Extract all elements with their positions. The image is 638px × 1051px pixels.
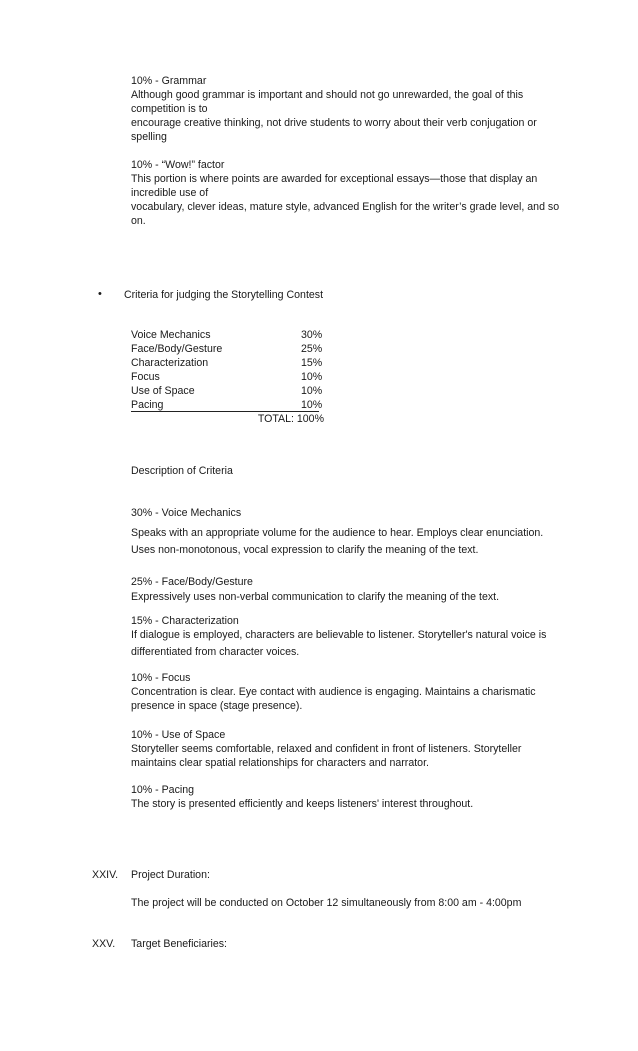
wow-text-line: vocabulary, clever ideas, mature style, advanced English for the writer’s grade level, and so bbox=[131, 201, 560, 213]
table-row bbox=[131, 398, 323, 412]
table-row bbox=[131, 342, 331, 356]
description-text-line: presence in space (stage presence). bbox=[131, 700, 303, 712]
table-row bbox=[131, 384, 331, 398]
description-focus bbox=[131, 671, 571, 713]
criteria-total: TOTAL: 100% bbox=[257, 413, 324, 425]
grammar-text-line: spelling bbox=[131, 131, 167, 143]
description-heading: Description of Criteria bbox=[131, 465, 233, 477]
bullet-icon: • bbox=[98, 288, 102, 300]
description-heading-line: 10% - Focus bbox=[131, 672, 191, 684]
description-text-line: Concentration is clear. Eye contact with audience is engaging. Maintains a charismatic bbox=[131, 686, 536, 698]
description-text-line: Storyteller seems comfortable, relaxed and confident in front of listeners. Storyteller bbox=[131, 743, 522, 755]
criterion-percent: 15% bbox=[301, 357, 323, 369]
description-text-line: Uses non-monotonous, vocal expression to clarify the meaning of the text. bbox=[131, 544, 479, 556]
criterion-percent: 10% bbox=[301, 399, 323, 411]
description-pacing bbox=[131, 783, 571, 811]
wow-factor-criterion bbox=[131, 158, 571, 228]
description-text-line: The story is presented efficiently and keeps listeners' interest throughout. bbox=[131, 798, 474, 810]
description-text-line: Expressively uses non-verbal communication to clarify the meaning of the text. bbox=[131, 591, 500, 603]
table-row bbox=[131, 370, 331, 384]
criterion-percent: 10% bbox=[301, 371, 323, 383]
section-title: Project Duration: bbox=[131, 869, 210, 881]
criterion-name: Characterization bbox=[131, 357, 209, 369]
criterion-percent: 10% bbox=[301, 385, 323, 397]
criterion-name: Face/Body/Gesture bbox=[131, 343, 223, 355]
grammar-heading: 10% - Grammar bbox=[131, 75, 207, 87]
grammar-criterion bbox=[131, 74, 571, 144]
description-text-line: If dialogue is employed, characters are believable to listener. Storyteller's natural voice is bbox=[131, 629, 547, 641]
section-title: Target Beneficiaries: bbox=[131, 938, 227, 950]
grammar-text-line: encourage creative thinking, not drive students to worry about their verb conjugation or bbox=[131, 117, 537, 129]
criteria-table bbox=[131, 328, 331, 412]
wow-text-line: This portion is where points are awarded for exceptional essays—those that display an bbox=[131, 173, 538, 185]
description-heading-line: 10% - Use of Space bbox=[131, 729, 226, 741]
table-row bbox=[131, 356, 331, 370]
grammar-text-line: Although good grammar is important and should not go unrewarded, the goal of this bbox=[131, 89, 524, 101]
wow-text-line: incredible use of bbox=[131, 187, 209, 199]
wow-text-line: on. bbox=[131, 215, 146, 227]
grammar-text-line: competition is to bbox=[131, 103, 208, 115]
section-number: XXIV. bbox=[92, 869, 119, 881]
description-text-line: differentiated from character voices. bbox=[131, 646, 300, 658]
description-text-line: maintains clear spatial relationships for characters and narrator. bbox=[131, 757, 429, 769]
description-face-body-gesture bbox=[131, 575, 571, 604]
table-row bbox=[131, 328, 331, 342]
description-heading-line: 15% - Characterization bbox=[131, 615, 239, 627]
storytelling-criteria-title: Criteria for judging the Storytelling Contest bbox=[124, 289, 324, 301]
description-heading-line: 25% - Face/Body/Gesture bbox=[131, 576, 253, 588]
criterion-percent: 25% bbox=[301, 343, 323, 355]
criterion-percent: 30% bbox=[301, 329, 323, 341]
description-heading-line: 30% - Voice Mechanics bbox=[131, 507, 242, 519]
wow-heading: 10% - “Wow!” factor bbox=[131, 159, 225, 171]
section-number: XXV. bbox=[92, 938, 116, 950]
criterion-name: Voice Mechanics bbox=[131, 329, 211, 341]
criterion-name: Focus bbox=[131, 371, 160, 383]
description-use-of-space bbox=[131, 728, 571, 770]
description-voice-mechanics bbox=[131, 506, 571, 557]
section-body: The project will be conducted on October 12 simultaneously from 8:00 am - 4:00pm bbox=[131, 897, 522, 909]
description-heading-line: 10% - Pacing bbox=[131, 784, 195, 796]
description-characterization bbox=[131, 614, 571, 659]
criterion-name: Pacing bbox=[131, 399, 164, 411]
criterion-name: Use of Space bbox=[131, 385, 195, 397]
description-text-line: Speaks with an appropriate volume for the audience to hear. Employs clear enunciation. bbox=[131, 527, 544, 539]
